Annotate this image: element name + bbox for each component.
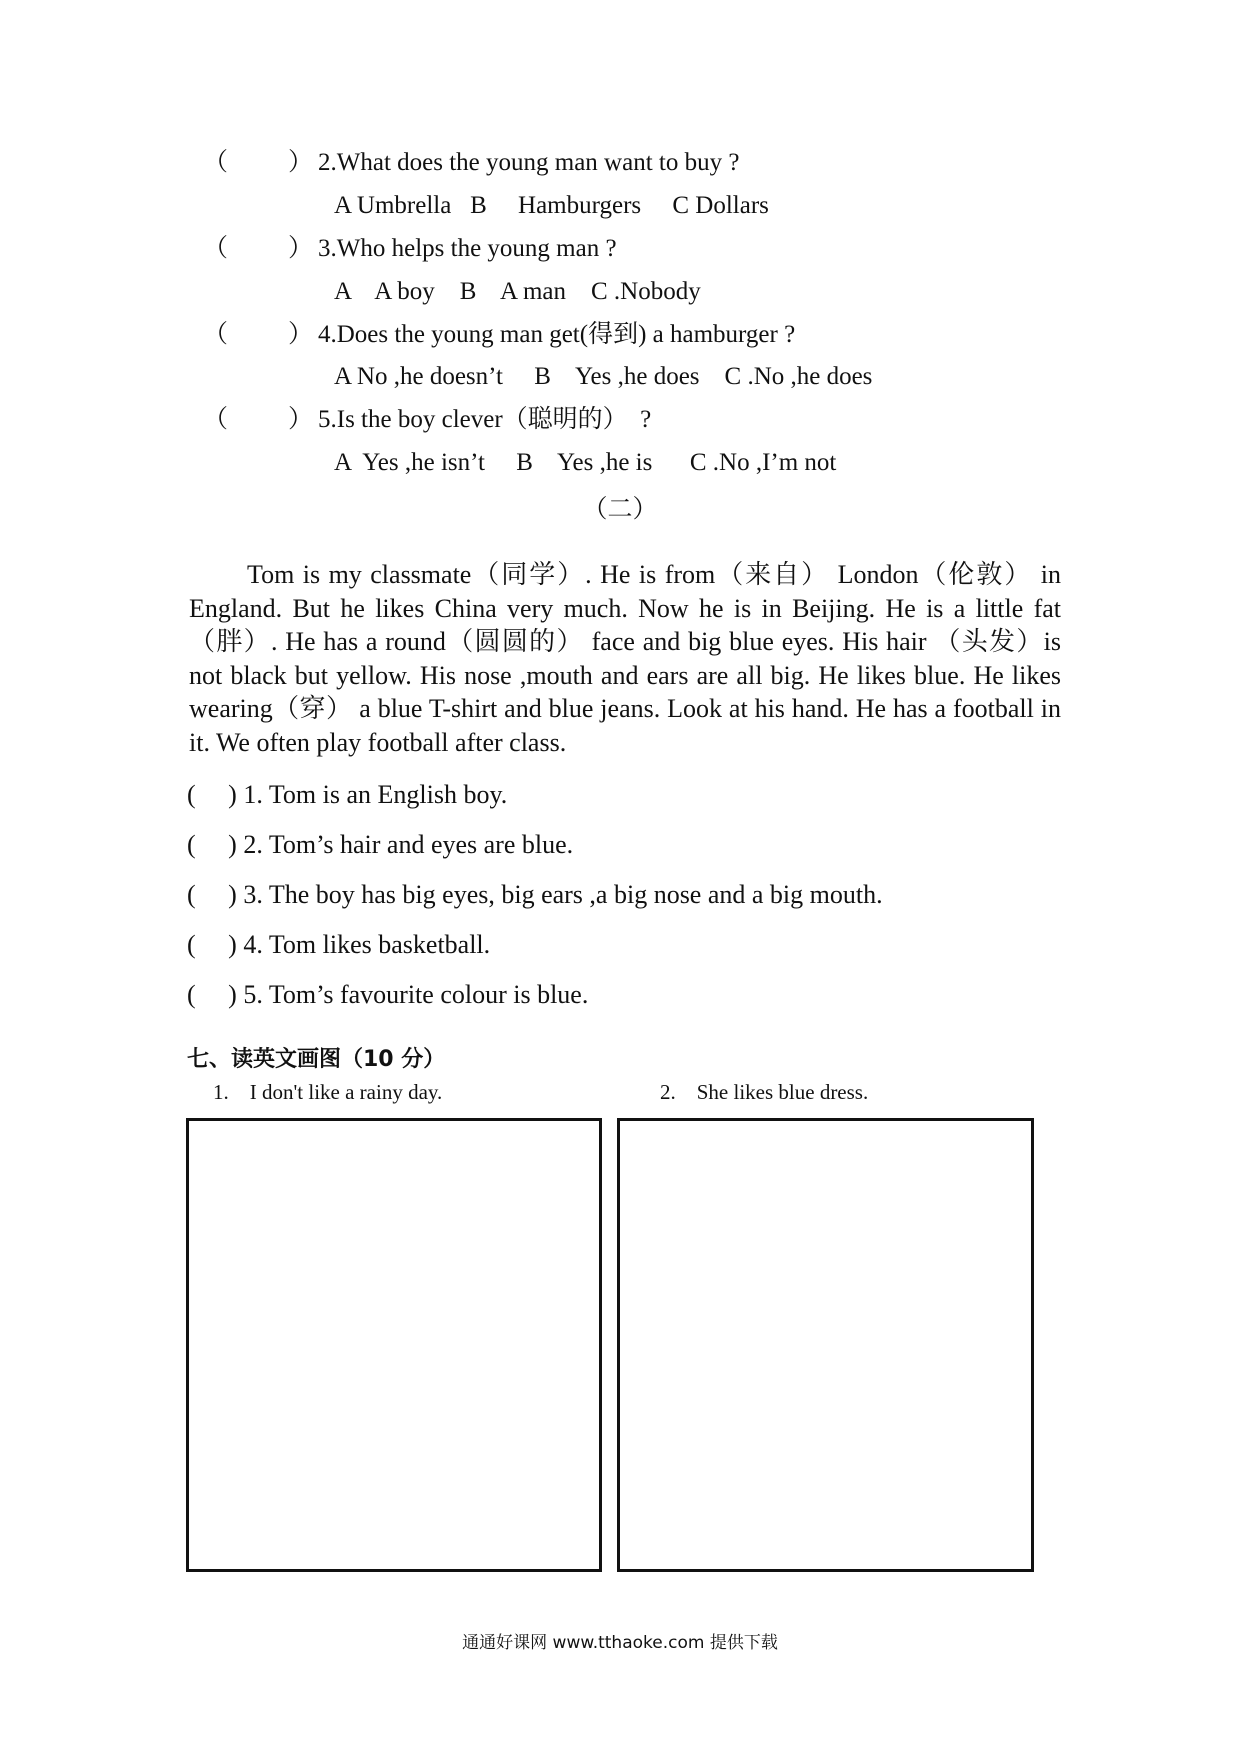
- question-options: A Yes ,he isn’t B Yes ,he is C .No ,I’m not: [334, 449, 837, 476]
- answer-paren-open: （: [203, 235, 229, 262]
- answer-paren-close: ）: [288, 149, 314, 176]
- answer-paren-close: ）: [288, 321, 314, 348]
- question-options: A No ,he doesn’t B Yes ,he does C .No ,he does: [334, 363, 873, 390]
- statement-5: ( ) 5. Tom’s favourite colour is blue.: [187, 980, 589, 1009]
- answer-paren-close: ）: [288, 406, 314, 433]
- question-text: 5.Is the boy clever（聪明的） ?: [318, 406, 652, 433]
- statement-1: ( ) 1. Tom is an English boy.: [187, 780, 508, 809]
- footer-credit: 通通好课网 www.tthaoke.com 提供下载: [462, 1633, 778, 1653]
- statement-3: ( ) 3. The boy has big eyes, big ears ,a big nose and a big mouth.: [187, 880, 883, 909]
- drawing-box-1[interactable]: [186, 1118, 602, 1572]
- answer-paren-close: ）: [288, 235, 314, 262]
- drawing-box-2[interactable]: [617, 1118, 1034, 1572]
- answer-paren-open: （: [203, 149, 229, 176]
- question-text: 3.Who helps the young man ?: [318, 235, 617, 262]
- drawing-section-title: 七、读英文画图（10 分）: [187, 1047, 446, 1072]
- statement-2: ( ) 2. Tom’s hair and eyes are blue.: [187, 830, 574, 859]
- question-text: 2.What does the young man want to buy ?: [318, 149, 740, 176]
- answer-paren-open: （: [203, 321, 229, 348]
- question-options: A Umbrella B Hamburgers C Dollars: [334, 192, 769, 219]
- answer-paren-open: （: [203, 406, 229, 433]
- question-text: 4.Does the young man get(得到) a hamburger ?: [318, 321, 796, 348]
- section-2-heading: （二）: [582, 496, 658, 523]
- drawing-item-1-label: 1. I don't like a rainy day.: [213, 1080, 443, 1104]
- reading-passage: Tom is my classmate（同学）. He is from（来自） London（伦敦） in England. But he likes China very much. Now he is in Beijing. He is a little fat（胖）. He has a round（圆圆的） face and big blue eyes. His hair （头发）is not black but yellow. His nose ,mouth and ears are all big. He likes blue. He likes wearing（穿） a blue T-shirt and blue jeans. Look at his hand. He has a football in it. We often play football after class.: [189, 560, 1061, 757]
- question-options: A A boy B A man C .Nobody: [334, 278, 701, 305]
- statement-4: ( ) 4. Tom likes basketball.: [187, 930, 491, 959]
- drawing-item-2-label: 2. She likes blue dress.: [660, 1080, 869, 1104]
